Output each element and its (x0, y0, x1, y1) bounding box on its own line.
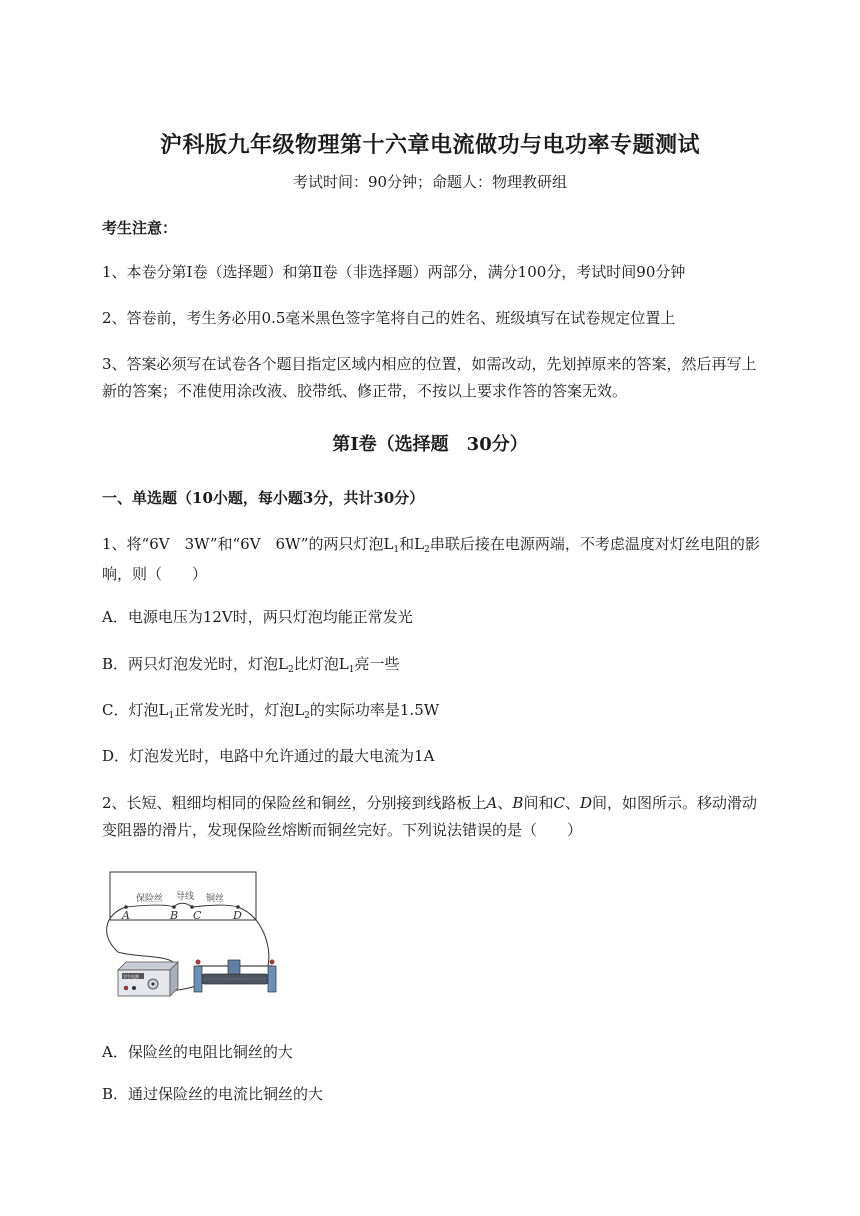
question-1-option-b (102, 651, 762, 681)
power-supply (118, 962, 178, 996)
q2-sep-3: 、 (564, 794, 580, 812)
q1-optb-sub-2: 1 (348, 665, 355, 675)
label-wire: 导线 (176, 892, 195, 902)
part-heading: 一、单选题（10小题，每小题3分，共计30分） (102, 489, 425, 507)
notice-heading: 考生注意： (102, 219, 178, 237)
q2-stem-text-b: 间，如图所示。移动滑动变阻器的滑片，发现保险丝熔断而铜丝完好。下列说法错误的是（ ） (102, 794, 757, 839)
q1-optc-text-a: C．灯泡L (102, 701, 169, 719)
external-wire-right (238, 907, 269, 966)
q1-optb-sub-1: 2 (288, 665, 294, 675)
exam-info: 考试时间：90分钟；命题人：物理教研组 (292, 173, 568, 191)
q2-stem-text-a: 2、长短、粗细均相同的保险丝和铜丝，分别接到线路板上 (102, 794, 487, 812)
q1-stem-text-b: 和L (399, 535, 425, 553)
q1-stem-text-a: 1、将“6V 3W”和“6V 6W”的两只灯泡L (102, 535, 394, 553)
fuse-wire (126, 905, 174, 907)
question-2-option-a: A．保险丝的电阻比铜丝的大 (102, 1043, 293, 1061)
rheostat-slider (228, 960, 240, 974)
point-d-label: D (233, 909, 242, 922)
q2-point-c: C (553, 794, 565, 812)
q1-stem-text-c: 串联后接在电源两端，不考虑温度对灯丝电阻的影响，则（ ） (102, 535, 760, 583)
question-1-stem (102, 531, 767, 588)
q1-optc-sub-2: 2 (304, 711, 310, 721)
q2-sep-2: 间和 (523, 794, 554, 812)
q2-point-d: D (579, 794, 592, 812)
point-b-label: B (170, 909, 179, 922)
copper-wire (192, 905, 238, 907)
connecting-wire (174, 903, 192, 907)
question-2-stem (102, 790, 767, 844)
q1-optc-text-c: 的实际功率是1.5W (309, 701, 440, 719)
question-1-option-c (102, 697, 762, 727)
circuit-diagram (96, 866, 286, 1006)
question-2-option-b: B．通过保险丝的电流比铜丝的大 (102, 1085, 324, 1103)
q1-optb-text-c: 亮一些 (354, 655, 400, 673)
q1-optc-sub-1: 1 (168, 711, 175, 721)
slide-rheostat (194, 960, 276, 992)
q2-point-b: B (512, 794, 524, 812)
question-1-option-a: A．电源电压为12V时，两只灯泡均能正常发光 (102, 608, 413, 626)
page-title: 沪科版九年级物理第十六章电流做功与电功率专题测试 (159, 132, 700, 158)
q2-point-a: A (486, 794, 498, 812)
notice-item-2: 2、答卷前，考生务必用0.5毫米黑色签字笔将自己的姓名、班级填写在试卷规定位置上 (102, 309, 676, 327)
question-1-option-d: D．灯泡发光时，电路中允许通过的最大电流为1A (102, 747, 435, 765)
q1-sub-2: 2 (424, 545, 430, 555)
point-a-label: A (122, 909, 130, 922)
label-copper: 铜丝 (206, 894, 225, 904)
q1-optb-text-a: B．两只灯泡发光时，灯泡L (102, 655, 288, 673)
point-c-label: C (193, 909, 202, 922)
device-label: 学生电源 (123, 974, 139, 979)
q1-optc-text-b: 正常发光时，灯泡L (174, 701, 305, 719)
label-fuse: 保险丝 (136, 894, 164, 904)
q2-sep-1: 、 (497, 794, 513, 812)
q1-optb-text-b: 比灯泡L (293, 655, 349, 673)
section-title: 第Ⅰ卷（选择题 30分） (332, 434, 528, 455)
notice-item-1: 1、本卷分第Ⅰ卷（选择题）和第Ⅱ卷（非选择题）两部分，满分100分，考试时间90分钟 (102, 263, 686, 281)
notice-item-3: 3、答案必须写在试卷各个题目指定区域内相应的位置，如需改动，先划掉原来的答案，然后再写上新的答案；不准使用涂改液、胶带纸、修正带，不按以上要求作答的答案无效。 (102, 355, 757, 400)
q1-sub-1: 1 (393, 545, 400, 555)
